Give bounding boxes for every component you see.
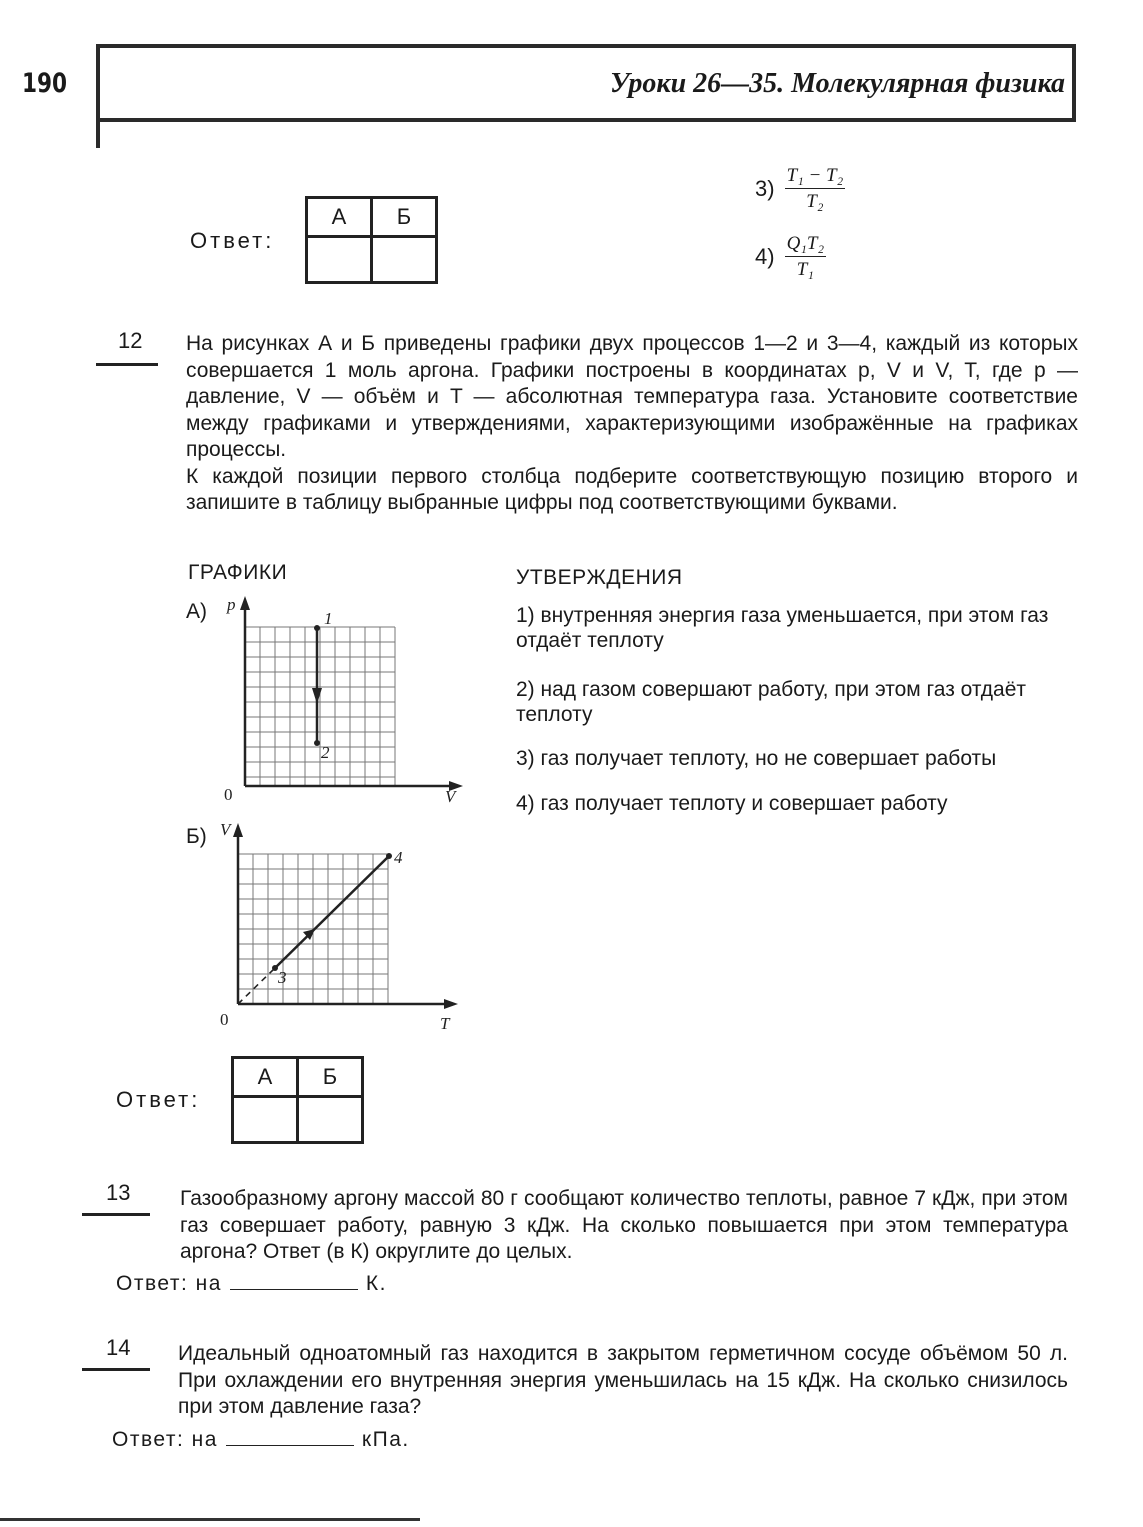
task-14-text: Идеальный одноатомный газ находится в закрытом герметичном сосуде объёмом 50 л. При охлаждении его внутренняя энергия уменьшилась на 15 кДж. На сколько снизилось при этом давление газа? xyxy=(178,1342,1068,1418)
graph-a-point-1 xyxy=(314,625,320,631)
task-12-paragraph-1: На рисунках А и Б приведены графики двух процессов 1—2 и 3—4, каждый из которых совершается 1 моль аргона. Графики построены в координатах p, V и V, T, где p — давление, V — объём и T — абсолютная температура газа. Установите соответствие между графиками и утверждениями, характеризующими изображённые на графиках процессы. xyxy=(186,332,1078,461)
statement-1: 1) внутренняя энергия газа уменьшается, при этом газ отдаёт теплоту xyxy=(516,604,1049,652)
graph-b-label: Б) xyxy=(186,825,207,848)
prev-option-3-denominator: T₂ xyxy=(806,191,824,212)
task-12-answer-col-b: Б xyxy=(298,1058,363,1097)
task-13-underline xyxy=(82,1213,150,1216)
graph-a-y-arrow xyxy=(240,596,250,610)
task-13-answer-field[interactable] xyxy=(230,1288,358,1290)
graphs-title: ГРАФИКИ xyxy=(188,561,288,584)
task-14-underline xyxy=(82,1368,150,1371)
graph-b-process-line xyxy=(275,856,389,968)
task-14-number: 14 xyxy=(106,1335,131,1360)
prev-option-3-num: 3) xyxy=(755,175,775,201)
graph-a-point-1-label: 1 xyxy=(324,609,333,628)
graph-a-label: А) xyxy=(186,600,207,623)
graph-a-point-2-label: 2 xyxy=(321,743,330,762)
prev-answer-cell-a[interactable] xyxy=(307,237,372,283)
prev-answer-label: Ответ: xyxy=(190,228,275,253)
statement-2: 2) над газом совершают работу, при этом газ отдаёт теплоту xyxy=(516,678,1027,726)
task-14-answer-unit: кПа. xyxy=(361,1428,410,1451)
prev-option-4-fraction xyxy=(785,234,827,279)
prev-option-3-fraction xyxy=(785,166,846,211)
graph-b-y-label: V xyxy=(220,820,231,839)
task-14-answer xyxy=(112,1428,410,1452)
graph-a xyxy=(215,592,475,812)
footer-rule xyxy=(0,1518,420,1521)
task-12-answer-col-a: А xyxy=(233,1058,298,1097)
graph-b-point-4-label: 4 xyxy=(394,848,403,867)
graph-b-point-3-label: 3 xyxy=(278,968,287,987)
task-13-number: 13 xyxy=(106,1180,131,1205)
task-13-answer-unit: К. xyxy=(365,1272,387,1295)
graph-a-x-label: V xyxy=(445,787,456,806)
task-12-answer-label: Ответ: xyxy=(116,1087,201,1112)
task-13-answer-prefix: Ответ: на xyxy=(116,1272,222,1295)
header-stem xyxy=(96,120,100,148)
task-12-answer-cell-a[interactable] xyxy=(233,1097,298,1143)
graph-b-y-arrow xyxy=(233,823,243,837)
task-14-answer-field[interactable] xyxy=(226,1444,354,1446)
statement-3: 3) газ получает теплоту, но не совершает работы xyxy=(516,747,997,770)
graph-b-x-label: T xyxy=(440,1014,450,1033)
task-12-text xyxy=(186,331,1078,517)
graph-b xyxy=(212,817,472,1037)
task-13-text: Газообразному аргону массой 80 г сообщают количество теплоты, равное 7 кДж, при этом газ совершает работу, равную 3 кДж. На сколько повышается при этом температура аргона? Ответ (в К) округлите до целых. xyxy=(180,1187,1068,1263)
graph-a-y-label: p xyxy=(227,595,236,614)
graph-a-origin-label: 0 xyxy=(224,785,233,804)
prev-option-4-numerator: Q₁T₂ xyxy=(785,234,827,257)
prev-answer-table xyxy=(305,196,438,284)
graph-b-origin-label: 0 xyxy=(220,1010,229,1029)
statements-title: УТВЕРЖДЕНИЯ xyxy=(516,566,683,589)
task-12-paragraph-2: К каждой позиции первого столбца подберите соответствующую позицию второго и запишите в таблицу выбранные цифры под соответствующими буквами. xyxy=(186,464,1078,514)
task-12-number: 12 xyxy=(118,328,143,353)
prev-option-4-num: 4) xyxy=(755,243,775,269)
graph-a-point-2 xyxy=(314,740,320,746)
prev-answer-cell-b[interactable] xyxy=(372,237,437,283)
prev-answer-col-b: Б xyxy=(372,198,437,237)
task-13-answer xyxy=(116,1272,387,1296)
task-12-answer-cell-b[interactable] xyxy=(298,1097,363,1143)
graph-b-point-4 xyxy=(386,853,392,859)
prev-option-4 xyxy=(755,234,826,279)
task-14-answer-prefix: Ответ: на xyxy=(112,1428,218,1451)
task-12-underline xyxy=(96,363,158,366)
graph-b-extrapolation-line xyxy=(238,968,275,1004)
graph-a-grid xyxy=(245,627,395,786)
statement-4: 4) газ получает теплоту и совершает работу xyxy=(516,792,948,815)
page-number: 190 xyxy=(22,68,68,99)
prev-option-4-denominator: T₁ xyxy=(796,259,814,280)
task-12-answer-table xyxy=(231,1056,364,1144)
prev-answer-col-a: А xyxy=(307,198,372,237)
prev-option-3-numerator: T₁ − T₂ xyxy=(785,166,846,189)
graph-b-x-arrow xyxy=(444,999,458,1009)
prev-option-3 xyxy=(755,166,845,211)
page-title: Уроки 26—35. Молекулярная физика xyxy=(610,68,1065,99)
